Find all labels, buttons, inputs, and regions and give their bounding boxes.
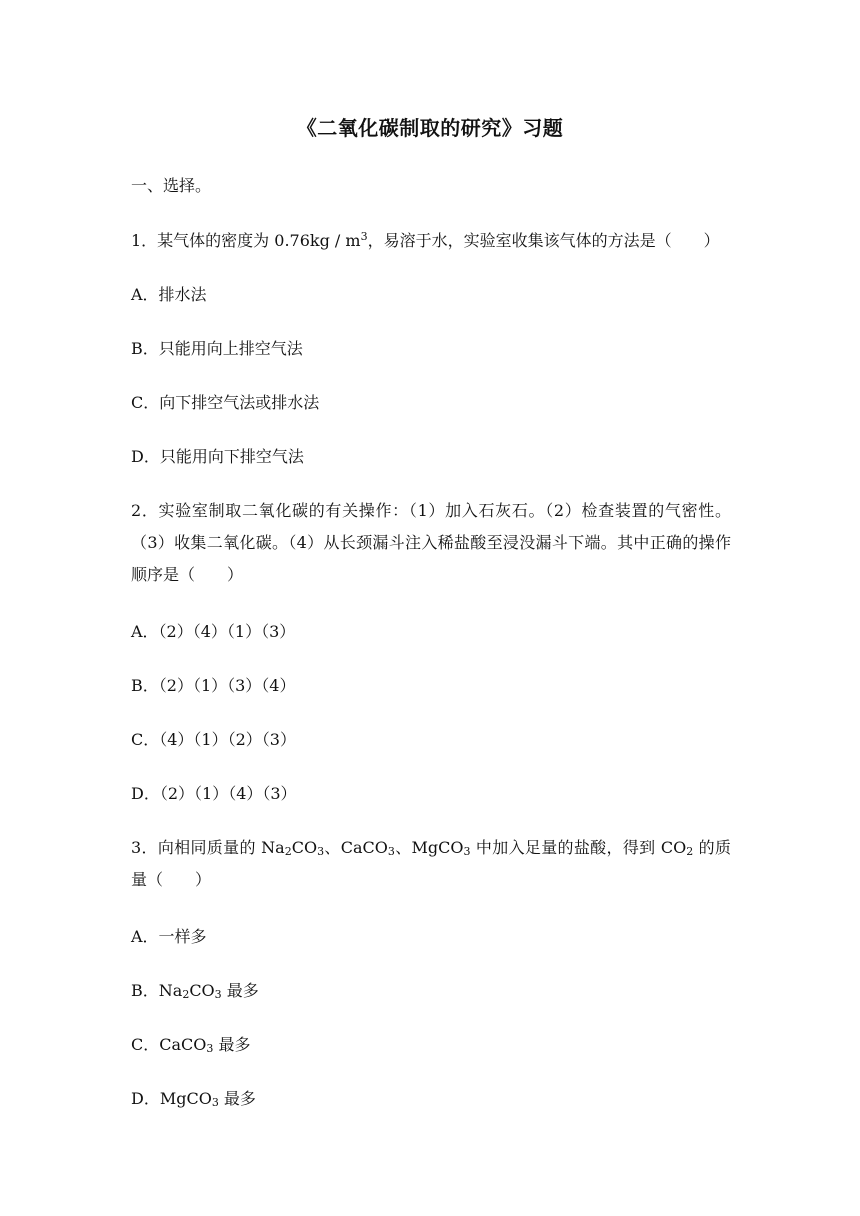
question-3-option-a: A．一样多 — [131, 927, 207, 946]
question-2-option-b: B．（2）（1）（3）（4） — [131, 676, 296, 695]
question-1-option-c: C．向下排空气法或排水法 — [131, 393, 320, 412]
question-3-stem: 3．向相同质量的 $Na_2CO_3$、CaCO$_3$、MgCO$_3$ 中加入足量的盐酸，得到 $CO_2$ 的质量（ ） — [131, 838, 731, 889]
section-heading: 一、选择。 — [131, 176, 212, 195]
question-2-option-a: A．（2）（4）（1）（3） — [131, 622, 296, 641]
question-3-option-d: D．MgCO$_3$ 最多 — [131, 1089, 256, 1109]
question-1-stem: 1．某气体的密度为 $0.76kg / m^3$，易溶于水，实验室收集该气体的方法是（ ） — [131, 230, 720, 250]
question-3-option-c: C．CaCO$_3$ 最多 — [131, 1035, 251, 1055]
question-2-option-c: C．（4）（1）（2）（3） — [131, 730, 296, 749]
question-2-option-d: D．（2）（1）（4）（3） — [131, 784, 297, 803]
page-title: 《二氧化碳制取的研究》习题 — [296, 116, 564, 140]
question-1-option-a: A．排水法 — [131, 285, 207, 304]
question-1-option-d: D．只能用向下排空气法 — [131, 447, 304, 466]
question-1-option-b: B．只能用向上排空气法 — [131, 339, 303, 358]
question-2-stem: 2．实验室制取二氧化碳的有关操作：（1）加入石灰石。（2）检查装置的气密性。（3）收集二氧化碳。（4）从长颈漏斗注入稀盐酸至浸没漏斗下端。其中正确的操作顺序是（ ） — [131, 501, 731, 584]
question-3-option-b: B．$Na_2CO_3$ 最多 — [131, 981, 259, 1001]
